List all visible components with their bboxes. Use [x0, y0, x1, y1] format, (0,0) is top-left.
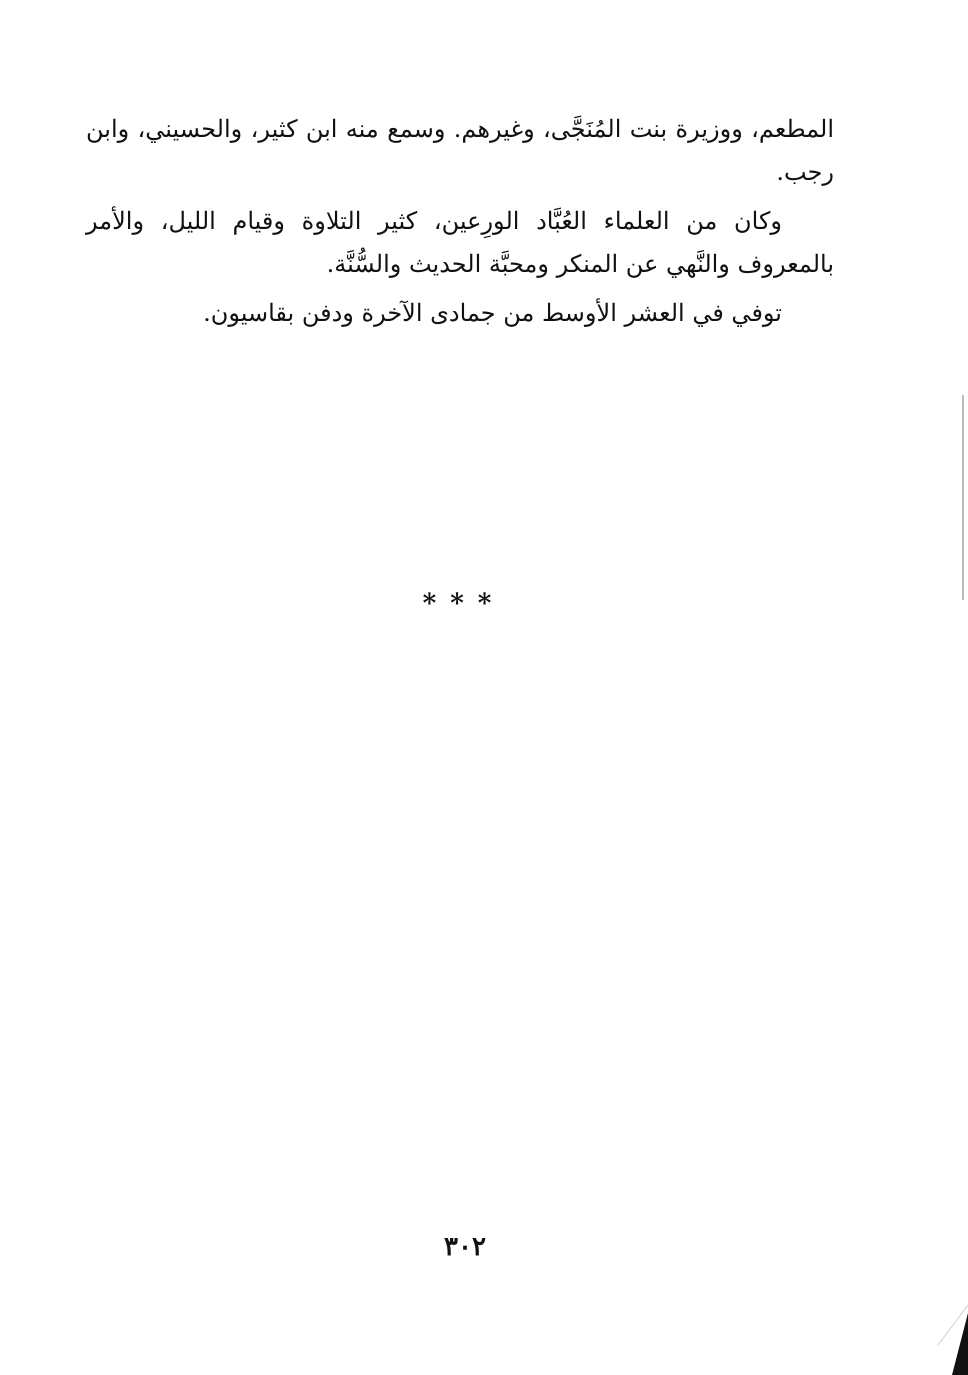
section-divider: ***	[422, 589, 506, 619]
scan-corner-mark	[918, 1305, 968, 1375]
body-text	[86, 108, 834, 341]
paragraph-3: توفي في العشر الأوسط من جمادى الآخرة ودفن بقاسيون.	[203, 299, 782, 327]
page-number: ٣٠٢	[444, 1232, 486, 1262]
paragraph-2: وكان من العلماء العُبَّاد الورِعين، كثير التلاوة وقيام الليل، والأمر بالمعروف والنَّهي عن المنكر ومحبَّة الحديث والسُّنَّة.	[86, 207, 834, 278]
paragraph-1: المطعم، ووزيرة بنت المُنَجَّى، وغيرهم. وسمع منه ابن كثير، والحسيني، وابن رجب.	[86, 115, 834, 186]
scan-edge-mark	[962, 395, 964, 600]
